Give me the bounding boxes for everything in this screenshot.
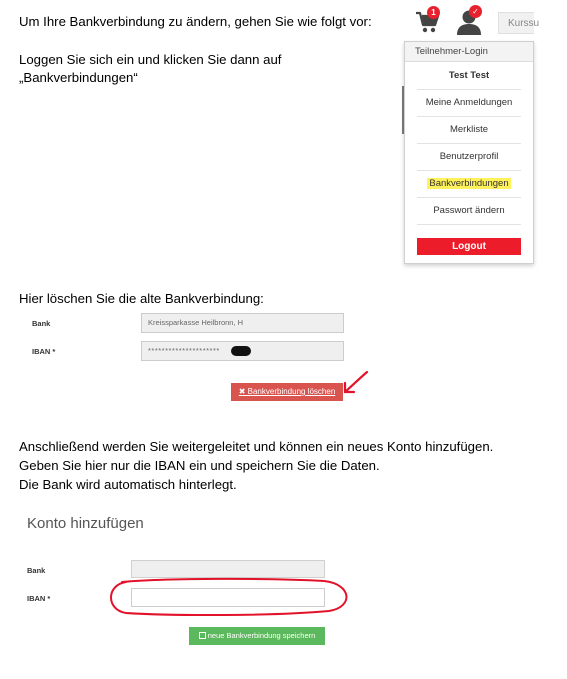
step3-line-2: Geben Sie hier nur die IBAN ein und speichern Sie die Daten. bbox=[19, 458, 380, 473]
bank-field[interactable]: Kreissparkasse Heilbronn, H bbox=[141, 313, 344, 333]
step2-text: Hier löschen Sie die alte Bankverbindung: bbox=[19, 291, 264, 306]
new-bank-field bbox=[131, 560, 325, 578]
delete-bank-account-button[interactable]: ✖ Bankverbindung löschen bbox=[231, 383, 343, 401]
menu-divider bbox=[417, 89, 521, 90]
new-bank-label: Bank bbox=[27, 566, 46, 575]
save-icon bbox=[199, 632, 206, 639]
user-check-badge: ✓ bbox=[469, 5, 482, 18]
save-button-label: neue Bankverbindung speichern bbox=[207, 631, 316, 640]
redaction-mark bbox=[231, 346, 251, 356]
iban-label: IBAN * bbox=[32, 347, 56, 356]
step3-line-1: Anschließend werden Sie weitergeleitet und können ein neues Konto hinzufügen. bbox=[19, 439, 494, 454]
iban-field[interactable]: ********************* bbox=[141, 341, 344, 361]
menu-divider bbox=[417, 143, 521, 144]
save-new-bank-account-button[interactable] bbox=[189, 627, 325, 645]
menu-item-passwort-aendern[interactable]: Passwort ändern bbox=[433, 205, 505, 216]
menu-item-bankverbindungen-label: Bankverbindungen bbox=[429, 178, 509, 189]
intro-line-2: Loggen Sie sich ein und klicken Sie dann auf bbox=[19, 52, 282, 67]
menu-item-bankverbindungen[interactable] bbox=[417, 178, 521, 189]
bank-label: Bank bbox=[32, 319, 51, 328]
menu-item-merkliste[interactable]: Merkliste bbox=[449, 124, 488, 135]
menu-divider bbox=[417, 170, 521, 171]
intro-line-3: „Bankverbindungen“ bbox=[19, 70, 138, 85]
logout-button[interactable]: Logout bbox=[417, 238, 521, 255]
cart-count-badge: 1 bbox=[427, 6, 440, 19]
red-ellipse-annotation bbox=[104, 577, 352, 617]
user-dropdown-menu bbox=[404, 41, 534, 264]
course-search-input[interactable]: Kurssu bbox=[498, 12, 534, 34]
menu-title: Teilnehmer-Login bbox=[405, 42, 533, 62]
new-iban-label: IBAN * bbox=[27, 594, 51, 603]
menu-item-meine-anmeldungen[interactable]: Meine Anmeldungen bbox=[425, 97, 513, 108]
menu-item-benutzerprofil[interactable]: Benutzerprofil bbox=[439, 151, 499, 162]
add-account-title: Konto hinzufügen bbox=[27, 515, 144, 532]
step3-line-3: Die Bank wird automatisch hinterlegt. bbox=[19, 477, 237, 492]
menu-divider bbox=[417, 224, 521, 225]
menu-user-name: Test Test bbox=[448, 70, 490, 81]
intro-line-1: Um Ihre Bankverbindung zu ändern, gehen Sie wie folgt vor: bbox=[19, 14, 372, 29]
red-arrow-annotation bbox=[338, 368, 372, 400]
menu-divider bbox=[417, 116, 521, 117]
menu-divider bbox=[417, 197, 521, 198]
